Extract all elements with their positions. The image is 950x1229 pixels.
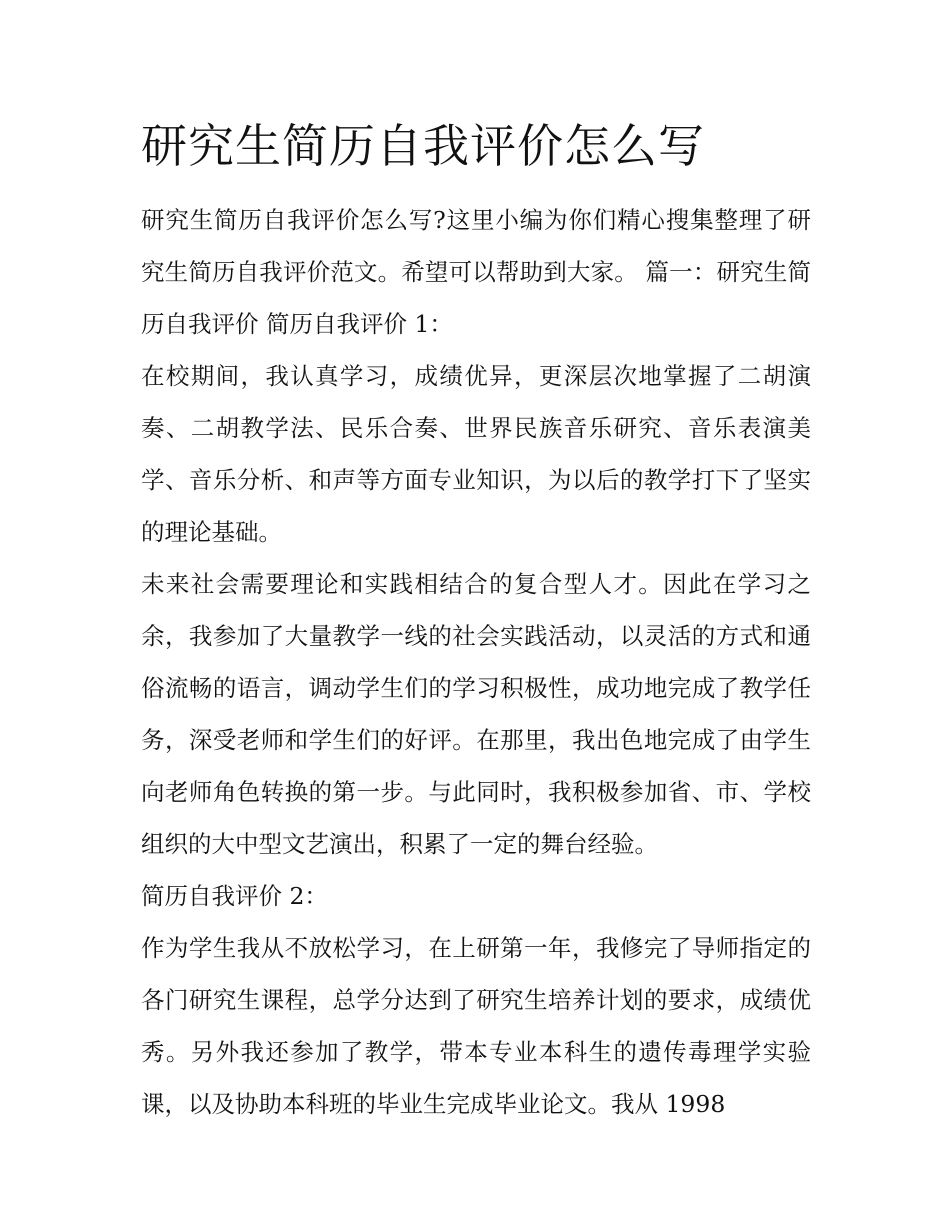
paragraph-research: 作为学生我从不放松学习，在上研第一年，我修完了导师指定的各门研究生课程，总学分达到了研究生培养计划的要求，成绩优秀。另外我还参加了教学，带本专业本科生的遗传毒理学实验课，以及协助本科班的毕业生完成毕业论文。我从 1998 xyxy=(141,934,811,1118)
intro-paragraph: 研究生简历自我评价怎么写?这里小编为你们精心搜集整理了研究生简历自我评价范文。希望可以帮助到大家。 篇一：研究生简历自我评价 简历自我评价 1： xyxy=(141,206,811,338)
paragraph-practice: 未来社会需要理论和实践相结合的复合型人才。因此在学习之余，我参加了大量教学一线的社会实践活动，以灵活的方式和通俗流畅的语言，调动学生们的学习积极性，成功地完成了教学任务，深受老师和学生们的好评。在那里，我出色地完成了由学生向老师角色转换的第一步。与此同时，我积极参加省、市、学校组织的大中型文艺演出，积累了一定的舞台经验。 xyxy=(141,570,811,858)
paragraph-study: 在校期间，我认真学习，成绩优异，更深层次地掌握了二胡演奏、二胡教学法、民乐合奏、世界民族音乐研究、音乐表演美学、音乐分析、和声等方面专业知识，为以后的教学打下了坚实的理论基础。 xyxy=(141,362,811,546)
section-heading-evaluation-2: 简历自我评价 2： xyxy=(141,882,328,910)
document-content xyxy=(141,110,811,1130)
document-title: 研究生简历自我评价怎么写 xyxy=(141,119,705,173)
